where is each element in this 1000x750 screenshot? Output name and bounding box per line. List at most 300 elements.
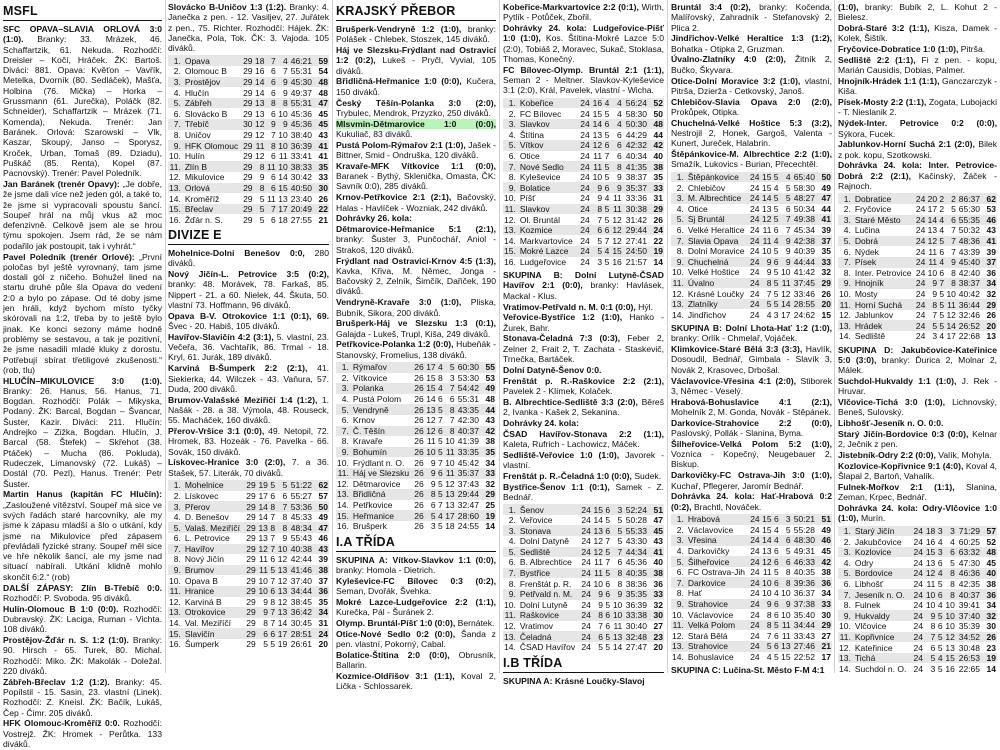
- points: 37: [981, 257, 997, 268]
- match-title: Veřovice-Bystřice 1:2 (1:0),: [503, 312, 623, 323]
- match-title: Otice-Nové Sedlo 0:2 (0:0),: [336, 628, 456, 639]
- score: 55:33: [623, 525, 648, 536]
- wins: 17: [426, 362, 436, 373]
- table-row: [671, 257, 832, 268]
- team-name: Vítkov: [517, 140, 579, 151]
- team-name: Krásné Loučky: [687, 288, 745, 299]
- played: 24: [581, 515, 591, 526]
- rank: 14.: [169, 618, 181, 629]
- match-report: [671, 149, 832, 170]
- team-name: Markvartovice: [519, 235, 573, 246]
- match-title: Český Těšín-Polanka 3:0 (2:0),: [336, 97, 496, 108]
- points: 36: [986, 267, 996, 278]
- score: 36:44: [958, 299, 980, 310]
- team-name: Kobeřice: [517, 98, 579, 109]
- team-name: Hlučín: [184, 87, 209, 98]
- table-row: [671, 235, 832, 246]
- rank: 7.: [168, 119, 182, 130]
- draws: 5: [437, 404, 443, 415]
- table-row: [336, 373, 496, 384]
- played: 29: [243, 182, 253, 193]
- match-report: [168, 426, 329, 457]
- played: 24: [580, 203, 590, 214]
- match-report: [838, 44, 997, 54]
- rank: 12.: [504, 214, 516, 225]
- match-details: branky: 48. Morávek, 78. Farkaš, 85. Nippert - 21. a 60. Nielek, 44. Škuta, 50. vlastní 73. Hoffmann, 96 diváků.: [168, 279, 329, 310]
- losses: 11: [610, 204, 622, 215]
- draws: 4: [937, 600, 943, 611]
- table-row: [671, 278, 832, 289]
- losses: 4: [610, 98, 622, 109]
- losses: 9: [282, 533, 288, 544]
- draws: 5: [939, 288, 945, 299]
- score: 33:36: [625, 193, 647, 204]
- wins: 8: [930, 621, 936, 632]
- points: 53: [485, 372, 495, 383]
- match-details: Žitník 2, Bučko, Škyvara.: [671, 54, 832, 75]
- played: 26: [414, 468, 424, 479]
- score: 45:30: [289, 77, 313, 88]
- match-details: Kos. Štítina-Mokré Lazce 5:0 (2:0), Tobiáš 2, Moravec, Sukač, Stoklasa, Thomas, Konečný.: [503, 33, 665, 64]
- points: 39: [318, 554, 328, 565]
- wins: 5: [425, 510, 437, 521]
- played: 24: [913, 631, 923, 642]
- losses: 15: [612, 246, 622, 257]
- played: 29: [246, 490, 256, 501]
- match-details: Kukuliač, 83 diváků.: [336, 128, 413, 139]
- table-row: [503, 621, 664, 632]
- table-row: [503, 108, 664, 119]
- wins: 10: [592, 172, 603, 183]
- wins: 8: [425, 489, 437, 500]
- wins: 9: [597, 193, 603, 204]
- played: 24: [915, 278, 926, 289]
- table-row: [168, 66, 329, 77]
- losses: 5: [950, 557, 955, 568]
- draws: 5: [437, 489, 443, 500]
- table-row: [838, 642, 997, 653]
- played: 29: [246, 501, 256, 512]
- score: 53:36: [288, 501, 313, 512]
- draws: 6: [773, 556, 779, 567]
- wins: 11: [762, 225, 772, 236]
- played: 26: [414, 425, 424, 436]
- points: 48: [485, 394, 495, 405]
- team-name: Jakubčovice: [854, 536, 902, 547]
- draws: 3: [773, 309, 779, 320]
- match-report: [838, 2, 997, 23]
- match-details: Nestrojil 2, Honek, Gargoš, Valenta - Kunert, Jureček, Halabrin.: [671, 128, 832, 149]
- losses: 4: [617, 108, 622, 119]
- losses: 12: [781, 288, 791, 299]
- table-row: [503, 204, 664, 215]
- rank: 8.: [676, 588, 684, 599]
- losses: 12: [946, 310, 956, 321]
- played: 29: [243, 214, 253, 225]
- wins: 13: [592, 129, 603, 140]
- team-name: Dolní Moravice: [687, 246, 745, 257]
- table-row: [838, 653, 997, 664]
- draws: 8: [265, 140, 276, 151]
- match-details: Branky: 90. Hirsch - 65. Turek, 80. Michal. Rozhodčí: Miko. ŽK: Makolák - Doležal. 220 diváků.: [3, 635, 162, 676]
- points: 46: [318, 533, 328, 544]
- team-name: Nové Sedlo: [517, 161, 579, 172]
- match-details: Hýl.: [638, 301, 653, 312]
- table-row: [168, 55, 329, 66]
- played: 24: [581, 525, 591, 536]
- match-details: Hanko - Žurek, Bahr.: [503, 312, 665, 333]
- team-name: Chlebičov: [687, 182, 726, 193]
- points: 43: [485, 415, 495, 426]
- played: 24: [913, 536, 923, 547]
- team-name: Sedliště: [517, 547, 580, 558]
- table-row: [503, 578, 664, 589]
- rank: 6.: [843, 578, 851, 589]
- wins: 13: [925, 557, 936, 568]
- team-name: Břeclav: [182, 204, 242, 215]
- draws: 6: [937, 589, 943, 600]
- match-report: [671, 439, 832, 470]
- table-row: [838, 320, 997, 331]
- match-report: [3, 718, 162, 749]
- match-title: Bruntál 3:4 (0:2),: [671, 2, 751, 12]
- losses: 5: [785, 182, 791, 193]
- draws: 8: [270, 522, 276, 533]
- team-name: Brušperk: [352, 521, 387, 532]
- rank: 7.: [671, 577, 685, 588]
- wins: 11: [591, 161, 603, 172]
- rank: 6.: [508, 557, 516, 568]
- played: 24: [915, 225, 926, 236]
- match-report: [503, 302, 664, 312]
- team-name: Vítkovice: [352, 372, 388, 383]
- losses: 11: [278, 151, 288, 162]
- table-row: [503, 536, 664, 547]
- points: 26: [653, 214, 663, 225]
- wins: 10: [426, 447, 436, 458]
- points: 29: [816, 278, 832, 289]
- wins: 13: [762, 545, 772, 556]
- team-name: Bystřice: [517, 568, 580, 579]
- match-title: Hnojník-Hrádek 1:1 (1:1),: [838, 76, 940, 87]
- score: 50:34: [793, 203, 815, 214]
- points: 33: [648, 182, 664, 193]
- table-row: [168, 491, 329, 502]
- played: 30: [243, 119, 253, 130]
- draws: 7: [265, 204, 276, 215]
- wins: 14: [258, 501, 268, 512]
- losses: 10: [945, 610, 955, 621]
- draws: 5: [605, 546, 611, 557]
- played: 24: [915, 267, 926, 278]
- losses: 7: [780, 214, 792, 225]
- rank: 1.: [503, 98, 517, 109]
- points: 54: [318, 66, 328, 77]
- match-title: SKUPINA A: Krásné Loučky-Slavoj: [503, 675, 645, 686]
- match-title: Karviná B-Šumperk 2:2 (2:1),: [168, 363, 308, 374]
- rank: 15.: [504, 246, 516, 257]
- team-name: Frenštát p. R.: [519, 578, 572, 589]
- draws: 5: [773, 277, 779, 288]
- match-details: Sudek.: [634, 470, 662, 481]
- score: 22:52: [793, 651, 815, 662]
- team-name: Hrádek: [852, 320, 915, 331]
- score: 45:36: [625, 557, 647, 568]
- rank: 9.: [671, 257, 685, 268]
- table-row: [168, 140, 329, 151]
- wins: 12: [593, 536, 603, 547]
- draws: 5: [773, 620, 779, 631]
- wins: 12: [762, 556, 772, 567]
- team-name: Orlová: [182, 183, 242, 194]
- match-report: [838, 76, 997, 97]
- team-name: Václavovice: [687, 524, 734, 535]
- losses: 18: [278, 214, 288, 225]
- score: 24:50: [623, 246, 648, 257]
- match-title: Kyleševice-FC Bílovec 0:3 (0:2),: [336, 575, 496, 586]
- wins: 10: [925, 600, 936, 611]
- score: 53:30: [457, 372, 479, 383]
- team-name: Dolní Lutyně: [519, 599, 568, 610]
- match-report: [671, 76, 832, 97]
- rank: 6.: [676, 567, 684, 578]
- table-row: [671, 193, 832, 204]
- points: 43: [313, 544, 329, 555]
- rank: 2.: [173, 66, 181, 77]
- wins: 8: [761, 620, 773, 631]
- wins: 5: [259, 214, 265, 225]
- score: 34:44: [792, 620, 816, 631]
- losses: 12: [612, 214, 622, 225]
- points: 47: [653, 515, 663, 526]
- match-title: Lískovec-Hranice 3:0 (2:0),: [168, 457, 286, 468]
- match-title: Darkovičky-FC Ostrava-Jih 3:0 (1:0),: [671, 470, 832, 481]
- wins: 12: [255, 119, 265, 130]
- wins: 15: [426, 372, 436, 383]
- score: 65:30: [958, 204, 980, 215]
- score: 26:61: [290, 639, 312, 650]
- played: 24: [750, 630, 760, 641]
- section-heading: I.B TŘÍDA: [503, 656, 664, 673]
- losses: 15: [781, 651, 791, 662]
- losses: 10: [945, 621, 955, 632]
- match-details: Švec - 20. Habiš, 105 diváků.: [168, 321, 280, 332]
- team-name: M. Albrechtice: [685, 193, 749, 204]
- draws: 6: [773, 545, 779, 556]
- match-details: Branky: 26. Hanus, 56. Hanus, 71. Bogdan. Rozhodčí: Polák – Mikyska, Podaný. ŽK: Barcal, Bogdan – Švancar, Šuster, Kazir. Diváci: 211. Hlučín: Andrejko – Zižka, Bogdan. Hlučín, J. Barcal (58. Štefek) – Skřehot (38. Ptáček) – Mucha (86. Pokluda), Rudeczek, Limanovský (72. Lukáš) – Dostál (70. Pezl), Hanus. Trenér: Petr Šuster.: [3, 385, 162, 489]
- score: 58:30: [793, 182, 815, 193]
- losses: 6: [449, 394, 455, 405]
- points: 62: [981, 193, 997, 204]
- points: 20: [981, 320, 997, 331]
- wins: 11: [257, 565, 269, 576]
- losses: 10: [612, 610, 623, 621]
- table-row: [671, 599, 832, 610]
- points: 37: [318, 575, 328, 586]
- played: 24: [750, 514, 760, 525]
- losses: 13: [277, 607, 288, 618]
- score: 42:44: [290, 554, 312, 565]
- draws: 5: [773, 214, 779, 225]
- rank: 9.: [503, 182, 517, 193]
- table-row: [503, 119, 664, 130]
- rank: 7.: [168, 544, 182, 555]
- points: 42: [480, 426, 496, 437]
- draws: 5: [604, 203, 610, 214]
- match-report: [336, 297, 496, 318]
- match-report: [3, 376, 162, 489]
- played: 29: [246, 533, 256, 544]
- played: 24: [580, 182, 590, 193]
- draws: 7: [437, 457, 443, 468]
- table-row: [168, 161, 329, 172]
- table-row: [168, 512, 329, 523]
- rank: 4.: [676, 545, 684, 556]
- played: 24: [913, 526, 923, 536]
- losses: 17: [946, 331, 956, 342]
- match-report: [336, 119, 496, 140]
- rank: 16.: [169, 214, 181, 225]
- score: 44:44: [792, 257, 816, 268]
- standings-table: [168, 480, 329, 650]
- team-name: Kyleševice: [519, 172, 561, 183]
- played: 24: [750, 277, 760, 288]
- team-name: Třebíč: [182, 119, 242, 130]
- match-report: [838, 418, 997, 428]
- played: 29: [246, 586, 256, 597]
- losses: 13: [945, 642, 955, 653]
- table-row: [168, 575, 329, 586]
- wins: 14: [426, 394, 436, 405]
- rank: 3.: [671, 193, 685, 204]
- table-row: [671, 535, 832, 546]
- losses: 7: [951, 225, 956, 236]
- score: 35:40: [793, 609, 815, 620]
- wins: 15: [762, 524, 772, 535]
- match-details: Brachtl, Nováček.: [693, 501, 762, 512]
- table-row: [503, 193, 664, 204]
- points: 48: [648, 119, 664, 130]
- played: 24: [913, 653, 923, 664]
- match-report: [336, 161, 496, 192]
- score: 42:40: [958, 267, 980, 278]
- played: 29: [246, 512, 256, 523]
- match-title: SKUPINA D: Jakubčovice-Kateřinice 5:0 (3:0),: [838, 344, 997, 365]
- draws: 5: [604, 172, 610, 183]
- table-row: [503, 515, 664, 526]
- standings-table: [838, 193, 997, 341]
- draws: 5: [270, 639, 276, 650]
- match-report: [503, 397, 664, 418]
- draws: 6: [773, 514, 779, 525]
- wins: 18: [925, 526, 936, 536]
- table-row: [336, 362, 496, 373]
- score: 52:24: [623, 504, 648, 515]
- wins: 9: [430, 457, 436, 468]
- played: 24: [750, 235, 760, 246]
- score: 27:55: [290, 214, 312, 225]
- rank: 5.: [838, 568, 852, 579]
- team-name: Hulín: [184, 151, 205, 162]
- score: 55:31: [289, 98, 313, 109]
- match-title: Dolní Datyně-Šenov 0:0.: [503, 364, 602, 375]
- team-name: Ol. Bruntál: [519, 214, 560, 225]
- table-row: [503, 161, 664, 172]
- score: 60:25: [958, 536, 980, 547]
- losses: 10: [278, 129, 288, 140]
- score: 36:39: [289, 140, 313, 151]
- rank: 13.: [839, 320, 851, 331]
- team-name: Čeladná: [517, 631, 580, 642]
- table-row: [503, 631, 664, 642]
- match-title: Kobeřice-Markvartovice 2:2 (0:1),: [503, 2, 639, 12]
- played: 24: [750, 299, 760, 310]
- rank: 8.: [173, 129, 181, 140]
- table-row: [838, 289, 997, 300]
- match-details: branky: Orlík - Chmelař, Vojáček.: [671, 333, 798, 344]
- match-details: Kavka, Křiva, M. Němec, Jonga - Bačovský 2, Zelník, Šimčík, Dařiček, 190 diváků.: [336, 265, 496, 297]
- wins: 10: [762, 588, 772, 599]
- score: 55:35: [958, 214, 980, 225]
- wins: 8: [254, 183, 266, 194]
- match-title: Brumov-Valašské Meziříčí 1:4 (1:2),: [168, 394, 318, 405]
- draws: 6: [604, 182, 610, 193]
- points: 42: [816, 556, 832, 567]
- score: 40:39: [793, 246, 815, 257]
- score: 42:32: [623, 140, 648, 151]
- points: 49: [318, 512, 328, 523]
- section-heading: DIVIZE E: [168, 228, 329, 245]
- match-title: Dobrá-Staré 3:2 (1:1),: [838, 23, 930, 34]
- team-name: Dobrá: [852, 236, 915, 247]
- table-row: [671, 567, 832, 578]
- draws: 5: [604, 214, 610, 225]
- draws: 5: [773, 203, 779, 214]
- losses: 10: [278, 140, 288, 151]
- wins: 3: [430, 521, 436, 532]
- table-row: [671, 620, 832, 631]
- score: 36:42: [288, 607, 313, 618]
- points: 29: [648, 204, 664, 215]
- losses: 10: [946, 288, 956, 299]
- wins: 7: [932, 310, 938, 321]
- draws: 4: [939, 257, 945, 268]
- match-report: [168, 248, 329, 269]
- points: 36: [981, 589, 997, 600]
- points: 40: [981, 568, 997, 579]
- wins: 13: [762, 203, 772, 214]
- match-report: [336, 339, 496, 360]
- rank: 10.: [672, 609, 684, 620]
- team-name: Lískovec: [184, 490, 219, 501]
- losses: 16: [612, 256, 622, 267]
- rank: 5.: [336, 404, 350, 415]
- team-name: Valaš. Meziříčí: [182, 522, 245, 533]
- match-report: [671, 397, 832, 418]
- wins: 11: [426, 436, 436, 447]
- team-name: Opava: [182, 55, 242, 66]
- match-details: Zogata, Lubojacki - T. Nieslanik 2.: [838, 97, 997, 118]
- draws: 6: [265, 77, 276, 88]
- draws: 4: [939, 331, 945, 342]
- match-details: branky: Bubík 2, L. Kohut 2 - Bielesz.: [838, 2, 997, 23]
- wins: 15: [925, 547, 936, 558]
- table-row: [336, 436, 496, 447]
- match-title: Dohrávky 24. kola:: [503, 417, 579, 428]
- rank: 9.: [838, 610, 852, 621]
- losses: 9: [277, 119, 289, 130]
- score: 36:39: [625, 599, 647, 610]
